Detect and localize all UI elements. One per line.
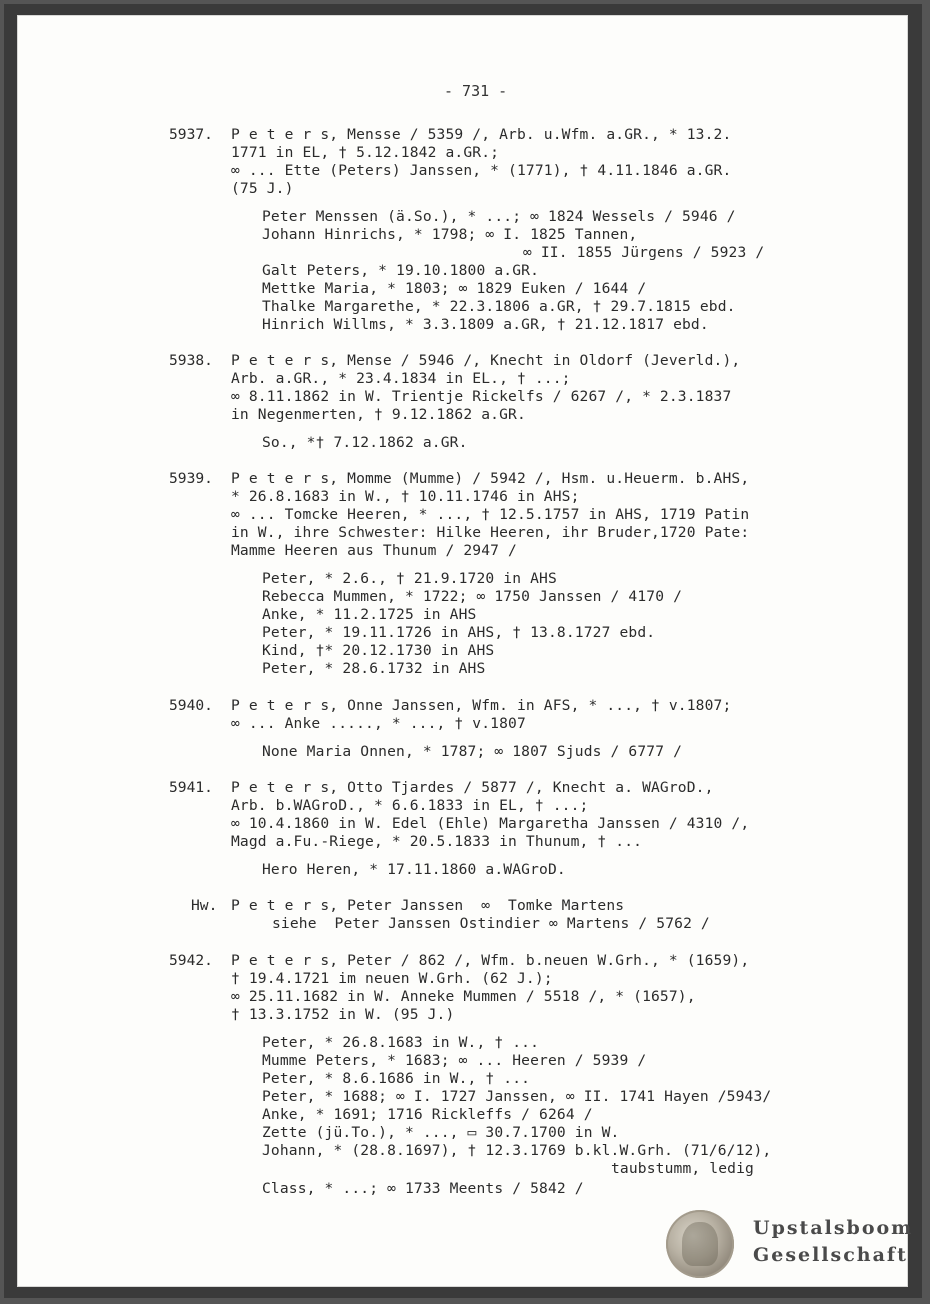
text-line: P e t e r s, Otto Tjardes / 5877 /, Knecht a. WAGroD., [231,779,714,796]
text-line: Johann, * (28.8.1697), † 12.3.1769 b.kl.W.Grh. (71/6/12), [262,1142,772,1159]
entry-number: 5937. [169,126,213,143]
text-line: † 13.3.1752 in W. (95 J.) [231,1006,455,1023]
text-line: So., *† 7.12.1862 a.GR. [262,434,468,451]
text-line: 1771 in EL, † 5.12.1842 a.GR.; [231,144,500,161]
text-line: P e t e r s, Onne Janssen, Wfm. in AFS, * ..., † v.1807; [231,697,732,714]
text-line: ∞ 10.4.1860 in W. Edel (Ehle) Margaretha Janssen / 4310 /, [231,815,750,832]
text-line: taubstumm, ledig [611,1160,754,1177]
brand-line-2: Gesellschaft [753,1244,908,1266]
text-line: P e t e r s, Momme (Mumme) / 5942 /, Hsm. u.Heuerm. b.AHS, [231,470,750,487]
text-line: ∞ ... Anke ....., * ..., † v.1807 [231,715,526,732]
text-line: ∞ ... Ette (Peters) Janssen, * (1771), † 4.11.1846 a.GR. [231,162,732,179]
text-line: Johann Hinrichs, * 1798; ∞ I. 1825 Tannen, [262,226,638,243]
page-frame [4,4,922,1298]
text-line: Peter, * 1688; ∞ I. 1727 Janssen, ∞ II. 1741 Hayen /5943/ [262,1088,772,1105]
text-line: in Negenmerten, † 9.12.1862 a.GR. [231,406,526,423]
text-line: Anke, * 11.2.1725 in AHS [262,606,477,623]
text-line: siehe Peter Janssen Ostindier ∞ Martens / 5762 / [272,915,710,932]
brand-line-1: Upstalsboom [753,1217,914,1239]
text-line: P e t e r s, Mense / 5946 /, Knecht in Oldorf (Jeverld.), [231,352,741,369]
entry-number: Hw. [191,897,218,914]
entry-number: 5941. [169,779,213,796]
text-line: Thalke Margarethe, * 22.3.1806 a.GR, † 29.7.1815 ebd. [262,298,736,315]
text-line: Hinrich Willms, * 3.3.1809 a.GR, † 21.12.1817 ebd. [262,316,709,333]
text-line: P e t e r s, Peter / 862 /, Wfm. b.neuen W.Grh., * (1659), [231,952,750,969]
text-line: Rebecca Mummen, * 1722; ∞ 1750 Janssen / 4170 / [262,588,683,605]
text-line: in W., ihre Schwester: Hilke Heeren, ihr Bruder,1720 Pate: [231,524,750,541]
page-number: - 731 - [444,82,508,100]
text-line: Arb. b.WAGroD., * 6.6.1833 in EL, † ...; [231,797,589,814]
document-page [17,15,908,1287]
text-line: Hero Heren, * 17.11.1860 a.WAGroD. [262,861,566,878]
entry-number: 5942. [169,952,213,969]
text-line: Mumme Peters, * 1683; ∞ ... Heeren / 5939 / [262,1052,647,1069]
text-line: Peter, * 2.6., † 21.9.1720 in AHS [262,570,557,587]
text-line: Magd a.Fu.-Riege, * 20.5.1833 in Thunum, † ... [231,833,643,850]
text-line: Zette (jü.To.), * ..., ▭ 30.7.1700 in W. [262,1124,620,1141]
text-line: Peter, * 26.8.1683 in W., † ... [262,1034,540,1051]
text-line: Peter, * 19.11.1726 in AHS, † 13.8.1727 ebd. [262,624,656,641]
entry-number: 5940. [169,697,213,714]
text-line: Arb. a.GR., * 23.4.1834 in EL., † ...; [231,370,571,387]
text-line: ∞ II. 1855 Jürgens / 5923 / [523,244,765,261]
text-line: Class, * ...; ∞ 1733 Meents / 5842 / [262,1180,584,1197]
text-line: † 19.4.1721 im neuen W.Grh. (62 J.); [231,970,553,987]
text-line: Peter, * 28.6.1732 in AHS [262,660,486,677]
text-line: Galt Peters, * 19.10.1800 a.GR. [262,262,540,279]
text-line: None Maria Onnen, * 1787; ∞ 1807 Sjuds / 6777 / [262,743,683,760]
text-line: ∞ 25.11.1682 in W. Anneke Mummen / 5518 /, * (1657), [231,988,696,1005]
text-line: P e t e r s, Peter Janssen ∞ Tomke Martens [231,897,625,914]
text-line: Kind, †* 20.12.1730 in AHS [262,642,495,659]
text-line: Peter Menssen (ä.So.), * ...; ∞ 1824 Wessels / 5946 / [262,208,736,225]
entry-number: 5938. [169,352,213,369]
society-seal-icon [666,1210,734,1278]
text-line: ∞ ... Tomcke Heeren, * ..., † 12.5.1757 in AHS, 1719 Patin [231,506,750,523]
text-line: Mamme Heeren aus Thunum / 2947 / [231,542,517,559]
text-line: ∞ 8.11.1862 in W. Trientje Rickelfs / 6267 /, * 2.3.1837 [231,388,732,405]
text-line: Mettke Maria, * 1803; ∞ 1829 Euken / 1644 / [262,280,647,297]
entry-number: 5939. [169,470,213,487]
text-line: (75 J.) [231,180,294,197]
text-line: Anke, * 1691; 1716 Rickleffs / 6264 / [262,1106,593,1123]
text-line: * 26.8.1683 in W., † 10.11.1746 in AHS; [231,488,580,505]
text-line: Peter, * 8.6.1686 in W., † ... [262,1070,531,1087]
text-line: P e t e r s, Mensse / 5359 /, Arb. u.Wfm. a.GR., * 13.2. [231,126,732,143]
